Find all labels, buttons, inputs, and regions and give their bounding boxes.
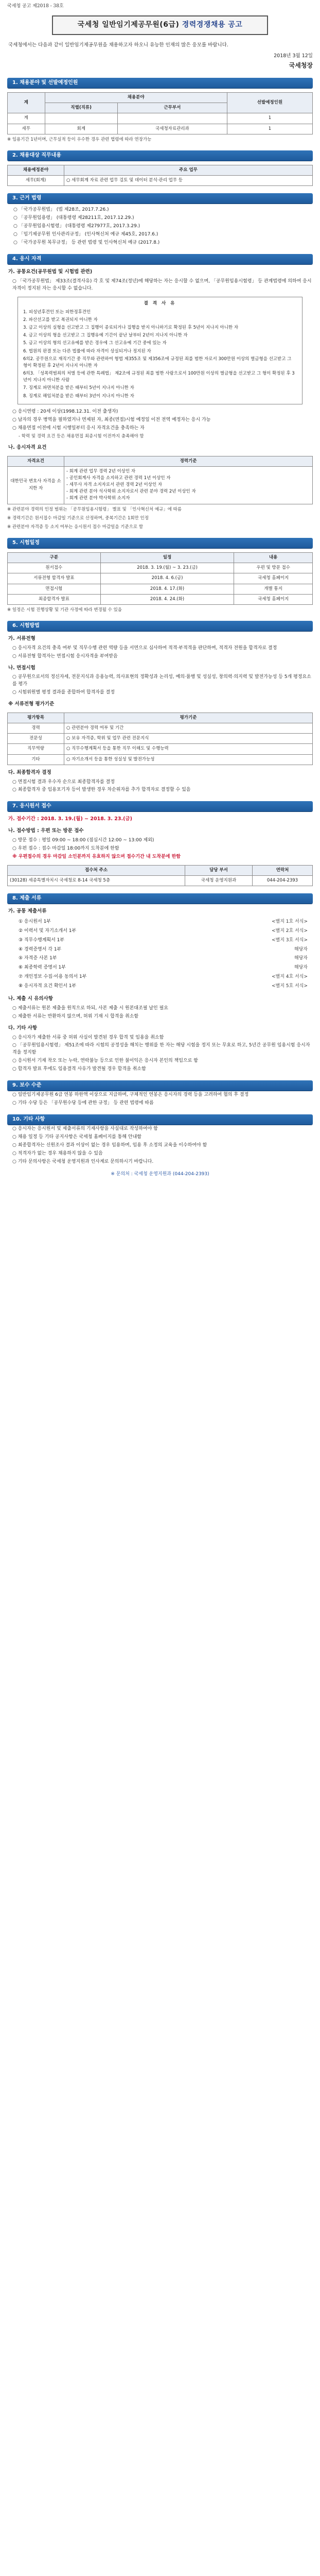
- recruit-table: [7, 92, 313, 134]
- list-item: - 회계 관련 분야 박사학위 소지자: [66, 496, 130, 501]
- list-item: ○ 「공무원임용시험령」 제51조에 따라 시험의 공정성을 해치는 행위를 한 자는 해당 시험을 정지 또는 무효로 하고, 5년간 공무원 임용시험 응시자격을 정지함: [12, 1043, 310, 1056]
- section-1-header: 1. 채용분야 및 선발예정인원: [7, 78, 313, 88]
- cell: 직무역량: [8, 744, 64, 754]
- th-total: 계: [8, 93, 45, 113]
- list-item: ○ 「공무원임용령」 (대통령령 제28211호, 2017.12.29.): [13, 215, 134, 221]
- cell: 국세청 운영지원과: [185, 875, 253, 886]
- duty-table: [7, 165, 313, 186]
- th-count: 선발예정인원: [227, 93, 312, 113]
- list-item: ○ 「임기제공무원 인사관리규정」 (인사혁신처 예규 제45호, 2017.6.): [13, 232, 158, 238]
- list-item: 6의3. 「성폭력범죄의 처벌 등에 관한 특례법」 제2조에 규정된 죄를 범한 사람으로서 100만원 이상의 벌금형을 선고받고 그 형이 확정된 후 3년이 지나지 아니한 사람: [23, 371, 295, 383]
- doc-form: <별지 5호 서식>: [271, 984, 308, 989]
- list-item: [7, 982, 313, 991]
- list-item: ○ 「국가공무원 복무규정」 등 관련 법령 및 인사혁신처 예규 (2017.8.): [13, 240, 160, 246]
- list-item: [7, 918, 313, 927]
- section-6-header: 6. 시험방법: [7, 621, 313, 631]
- list-item: ○ 우편 접수 : 접수 마감일 18:00까지 도착분에 한함: [12, 845, 119, 851]
- table-row: [8, 563, 313, 573]
- doc-form: 해당자: [294, 965, 308, 971]
- list-item: [7, 945, 313, 955]
- doc-name: ⑦ 개인정보 수집·이용 동의서 1부: [19, 974, 87, 980]
- cell: 개별 통지: [234, 584, 313, 594]
- table-row: [8, 584, 313, 594]
- ban-line: ○ 채용면접 이전에 시험 시행일부터 응시 자격요건을 충족하는 자: [12, 425, 145, 431]
- law-list: [8, 207, 312, 247]
- list-item: 6. 법원의 판결 또는 다른 법률에 따라 자격이 상실되거나 정지된 자: [23, 348, 151, 354]
- list-item: 1. 피성년후견인 또는 피한정후견인: [23, 309, 91, 315]
- cell: 2018. 4. 6.(금): [100, 573, 234, 584]
- list-item: [7, 936, 313, 945]
- s4-sub2: 나. 응시자격 요건: [8, 444, 47, 450]
- s8-sub3: 다. 기타 사항: [8, 1025, 38, 1031]
- cell: [8, 466, 64, 504]
- table-row: [8, 744, 313, 754]
- s1-note: ※ 임용기간 1년이며, 근무실적 등이 우수한 경우 관련 법령에 따라 연장가능: [7, 137, 152, 142]
- ban-sub: - 학력 및 경력 요건 등은 채용면접 최종시험 이전까지 충족해야 함: [19, 433, 144, 439]
- list-item: ○ 적격자가 없는 경우 채용하지 않을 수 있음: [12, 1150, 103, 1156]
- doc-form: <별지 3호 서식>: [271, 937, 308, 943]
- list-item: ○ 시험위원별 평정 결과를 종합하여 합격자를 결정: [12, 690, 115, 696]
- section-7-header: 7. 응시원서 접수: [7, 801, 313, 811]
- table-row: [8, 573, 313, 584]
- cell: 2018. 3. 19.(월) ~ 3. 23.(금): [100, 563, 234, 573]
- doc-name: ⑧ 응시자격 요건 확인서 1부: [19, 984, 77, 989]
- list-item: 7. 징계로 파면처분을 받은 때부터 5년이 지나지 아니한 자: [23, 385, 134, 391]
- list-item: ○ 제출한 서류는 반환하지 않으며, 허위 기재 시 합격을 취소함: [12, 1013, 139, 1019]
- list-item: ○ 기타 수당 등은 「공무원수당 등에 관한 규정」 등 관련 법령에 따름: [12, 1100, 154, 1106]
- cell: ○ 보유 자격증, 학위 및 업무 관련 전문지식: [64, 734, 313, 744]
- s7-period: 가. 접수기간 : 2018. 3. 19.(월) ~ 2018. 3. 23.(금): [8, 816, 132, 822]
- disqualification-box: [17, 297, 303, 404]
- cell: ○ 세무회계 자료 관련 업무 검토 및 데이터 분석·관리 업무 등: [64, 176, 313, 186]
- s5-note: ※ 일정은 시험 진행상황 및 기관 사정에 따라 변경될 수 있음: [7, 607, 122, 613]
- cell: 서류전형 합격자 발표: [8, 573, 101, 584]
- doc-form: <별지 1호 서식>: [271, 919, 308, 924]
- page-title: [52, 15, 268, 35]
- th-address: 접수처 주소: [8, 865, 185, 875]
- list-item: ○ 응시자는 응시원서 및 제출서류의 기재사항을 사실대로 작성하여야 함: [12, 1126, 158, 1132]
- th-dept: 담당 부서: [185, 865, 253, 875]
- table-row: [8, 466, 313, 504]
- s6-sub2: 나. 면접시험: [8, 665, 35, 671]
- list-item: - 회계 관련 업무 경력 2년 이상인 자: [66, 468, 136, 474]
- cell: 우편 및 방문 접수: [234, 563, 313, 573]
- table-row: [8, 734, 313, 744]
- s7-method: 나. 접수방법 : 우편 또는 방문 접수: [8, 828, 84, 834]
- doc-name: ④ 경력증명서 각 1부: [19, 946, 62, 952]
- title-emphasis: 경력경쟁채용 공고: [182, 20, 243, 29]
- cell: 경력: [8, 723, 64, 734]
- cell: 국세청 홈페이지: [234, 573, 313, 584]
- address-table: [7, 865, 313, 886]
- list-item: ○ 응시자가 제출한 서류 중 허위 사실이 발견된 경우 합격 및 임용을 취소함: [12, 1035, 164, 1040]
- age-line: ○ 응시연령 : 20세 이상(1998.12.31. 이전 출생자): [12, 409, 118, 414]
- list-item: ○ 서류전형 합격자는 면접시험 응시자격을 부여받음: [12, 653, 118, 659]
- s8-sub2: 나. 제출 시 유의사항: [8, 996, 53, 1002]
- list-item: ○ 채용 일정 등 기타 공지사항은 국세청 홈페이지를 통해 안내함: [12, 1134, 141, 1140]
- list-item: - 세무사 자격 소지자로서 관련 경력 2년 이상인 자: [66, 482, 163, 488]
- cell: ○ 관련분야 경력 여부 및 기간: [64, 723, 313, 734]
- th-duty-main: 주요 업무: [64, 165, 313, 175]
- cell: 국세청 홈페이지: [234, 594, 313, 604]
- list-item: ○ 기타 문의사항은 국세청 운영지원과 인사계로 문의하시기 바랍니다.: [12, 1159, 154, 1164]
- th-contact: 연락처: [252, 865, 312, 875]
- doc-name: ③ 직무수행계획서 1부: [19, 937, 65, 943]
- cell: 044-204-2393: [252, 875, 312, 886]
- section-2-header: 2. 채용대상 직무내용: [7, 150, 313, 161]
- cell: (30128) 세종특별자치시 국세청로 8-14 국세청 5층: [8, 875, 185, 886]
- th-stage: 구분: [8, 553, 101, 563]
- table-row: [8, 723, 313, 734]
- military-line: ○ 남자의 경우 병역을 필하였거나 면제된 자, 최종(면접)시험 예정일 이전 전역 예정자는 응시 가능: [12, 417, 211, 422]
- s8-sub1: 가. 공통 제출서류: [8, 908, 47, 914]
- cell: 1: [227, 124, 312, 134]
- list-item: ○ 응시자격 요건의 충족 여부 및 직무수행 관련 역량 등을 서면으로 심사하여 적격·부적격을 판단하며, 적격자 전원을 합격자로 결정: [12, 645, 277, 651]
- th-field: 채용분야: [45, 93, 227, 103]
- list-item: 6의2. 공무원으로 재직기간 중 직무와 관련하여 형법 제355조 및 제356조에 규정된 죄를 범한 자로서 300만원 이상의 벌금형을 선고받고 그 형이 확정된 후 2년이 지나지 아니한 자: [23, 356, 292, 368]
- cell: 회계: [45, 124, 117, 134]
- list-item: - 회계 관련 분야 석사학위 소지자로서 관련 분야 경력 2년 이상인 자: [66, 489, 196, 495]
- th-eval-item: 평가항목: [8, 713, 64, 723]
- notice-page: [0, 0, 320, 1189]
- list-item: ○ 방문 접수 : 평일 09:00 ~ 18:00 (점심시간 12:00 ~ 13:00 제외): [12, 837, 154, 843]
- list-item: 3. 금고 이상의 실형을 선고받고 그 집행이 종료되거나 집행을 받지 아니하기로 확정된 후 5년이 지나지 아니한 자: [23, 325, 239, 331]
- th-dept: 근무부서: [117, 103, 227, 113]
- list-item: [7, 963, 313, 973]
- schedule-table: [7, 552, 313, 605]
- list-item: 4. 금고 이상의 형을 선고받고 그 집행유예 기간이 끝난 날부터 2년이 지나지 아니한 자: [23, 333, 188, 338]
- s6-sub1: 가. 서류전형: [8, 636, 35, 642]
- cell: 면접시험: [8, 584, 101, 594]
- section-8-header: 8. 제출 서류: [7, 893, 313, 904]
- doc-name: ⑤ 자격증 사본 1부: [19, 956, 57, 961]
- th-duty-field: 채용예정분야: [8, 165, 64, 175]
- section-10-header: 10. 기타 사항: [7, 1114, 313, 1125]
- list-item: [7, 954, 313, 963]
- section-5-header: 5. 시험일정: [7, 538, 313, 548]
- title-main: 국세청 일반임기제공무원(6급): [77, 20, 182, 29]
- list-item: ○ 「국가공무원법」 (법 제28조, 2017.7.26.): [13, 207, 109, 213]
- cell: 기타: [8, 754, 64, 765]
- cell: 세무(회계): [8, 176, 64, 186]
- list-item: [7, 927, 313, 936]
- cell: [64, 466, 313, 504]
- table-row: [8, 594, 313, 604]
- cell: [45, 113, 117, 124]
- list-item: ○ 일반임기제공무원 6급 연봉 하한액 이상으로 지급하며, 구체적인 연봉은 응시자의 경력 등을 고려하여 협의 후 결정: [12, 1092, 249, 1098]
- eval-table: [7, 713, 313, 765]
- doc-form: <별지 4호 서식>: [271, 974, 308, 980]
- table-row: [8, 754, 313, 765]
- document-list: [7, 918, 313, 992]
- cell: 원서접수: [8, 563, 101, 573]
- s4-sub1-text: ○ 「국가공무원법」 제33조(결격사유) 각 호 및 제74조(정년)에 해당하는 자는 응시할 수 없으며, 「공무원임용시험령」 등 관계법령에 의하여 응시 자격이 정지된 자는 응시할 수 없습니다.: [12, 278, 312, 291]
- list-item: ○ 최종합격자 중 임용포기자 등이 발생한 경우 차순위자를 추가 합격자로 결정할 수 있음: [12, 787, 191, 793]
- cell: 2018. 4. 17.(화): [100, 584, 234, 594]
- req-note: ※ 경력기간은 원서접수 마감일 기준으로 산정하며, 중복기간은 1회만 인정: [7, 515, 149, 521]
- doc-name: ⑥ 최종학력 증명서 1부: [19, 965, 66, 971]
- box-title: 결 격 사 유: [144, 300, 176, 306]
- list-item: 5. 금고 이상의 형의 선고유예를 받은 경우에 그 선고유예 기간 중에 있는 자: [23, 341, 167, 346]
- cell: ○ 직무수행계획서 등을 통한 직무 이해도 및 수행능력: [64, 744, 313, 754]
- section-4-header: 4. 응시 자격: [7, 254, 313, 264]
- req-label: 대한민국 변호사 자격을 소지한 자: [10, 479, 61, 491]
- requirement-table: [7, 456, 313, 504]
- list-item: ○ 응시원서 기재 착오 또는 누락, 연락불능 등으로 인한 불이익은 응시자 본인의 책임으로 함: [12, 1058, 198, 1064]
- list-item: [7, 973, 313, 982]
- table-row: [8, 113, 313, 124]
- list-item: 2. 파산선고를 받고 복권되지 아니한 자: [23, 317, 98, 323]
- th-eval-criteria: 평가기준: [64, 713, 313, 723]
- section-9-header: 9. 보수 수준: [7, 1080, 313, 1091]
- cell: 1: [227, 113, 312, 124]
- req-note: ※ 관련분야 자격증 등 소지 여부는 응시원서 접수 마감일을 기준으로 함: [7, 524, 144, 530]
- doc-name: ① 응시원서 1부: [19, 919, 51, 924]
- table-row: [8, 124, 313, 134]
- list-item: ○ 합격자 발표 후에도 임용결격 사유가 발견될 경우 합격을 취소함: [12, 1066, 146, 1072]
- list-item: 8. 징계로 해임처분을 받은 때부터 3년이 지나지 아니한 자: [23, 393, 134, 399]
- cell: 2018. 4. 24.(화): [100, 594, 234, 604]
- doc-form: 해당자: [294, 956, 308, 961]
- cell: 계: [8, 113, 45, 124]
- cell: 세무: [8, 124, 45, 134]
- req-note: ※ 관련분야 경력의 인정 범위는 「공무원임용시험령」 별표 및 「인사혁신처 예규」에 따름: [7, 506, 182, 512]
- doc-form: 해당자: [294, 946, 308, 952]
- list-item: - 공인회계사 자격을 소지하고 관련 경력 1년 이상인 자: [66, 475, 171, 481]
- notice-number: 국세청 공고 제2018 - 38호: [7, 4, 64, 9]
- list-item: ○ 제출서류는 원본 제출을 원칙으로 하되, 사본 제출 시 원본대조필 날인 필요: [12, 1005, 169, 1011]
- doc-name: ② 이력서 및 자기소개서 1부: [19, 928, 77, 934]
- eval-title: ※ 서류전형 평가기준: [8, 701, 55, 707]
- table-row: [8, 875, 313, 886]
- cell: ○ 자기소개서 등을 통한 성실성 및 발전가능성: [64, 754, 313, 765]
- cell: 최종합격자 발표: [8, 594, 101, 604]
- notice-date: 2018년 3월 12일: [274, 53, 313, 59]
- cell: 국세청자료관리과: [117, 124, 227, 134]
- cell: [117, 113, 227, 124]
- intro-text: 국세청에서는 다음과 같이 일반임기제공무원을 채용하고자 하오니 유능한 인재의 많은 응모를 바랍니다.: [8, 42, 228, 48]
- s6-sub3: 다. 최종합격자 결정: [8, 769, 51, 775]
- th-req: 자격요건: [8, 456, 64, 466]
- list-item: ○ 공무원으로서의 정신자세, 전문지식과 응용능력, 의사표현의 정확성과 논리성, 예의·품행 및 성실성, 창의력·의지력 및 발전가능성 등 5개 평정요소를 평가: [12, 674, 311, 687]
- list-item: ○ 최종합격자는 신원조사 결과 이상이 없는 경우 임용하며, 임용 후 소정의 교육을 이수하여야 함: [12, 1142, 207, 1148]
- section-3-header: 3. 근거 법령: [7, 193, 313, 204]
- th-content: 내용: [234, 553, 313, 563]
- table-row: [8, 176, 313, 186]
- list-item: ○ 「공무원임용시험령」 (대통령령 제27977호, 2017.3.29.): [13, 224, 140, 229]
- th-date: 일정: [100, 553, 234, 563]
- cell: 전문성: [8, 734, 64, 744]
- contact-line: ※ 문의처 : 국세청 운영지원과 (044-204-2393): [111, 1171, 209, 1177]
- th-series: 직렬(직류): [45, 103, 117, 113]
- doc-form: <별지 2호 서식>: [271, 928, 308, 934]
- th-career: 경력기준: [64, 456, 313, 466]
- agency-name: 국세청장: [289, 62, 313, 70]
- list-item: ○ 면접시험 결과 우수자 순으로 최종합격자를 결정: [12, 779, 115, 785]
- warning-text: ※ 우편접수의 경우 마감일 소인분까지 유효하지 않으며 접수기간 내 도착분에 한함: [12, 854, 181, 859]
- s4-sub1: 가. 공통요건(공무원법 및 시험법 관련): [8, 268, 93, 275]
